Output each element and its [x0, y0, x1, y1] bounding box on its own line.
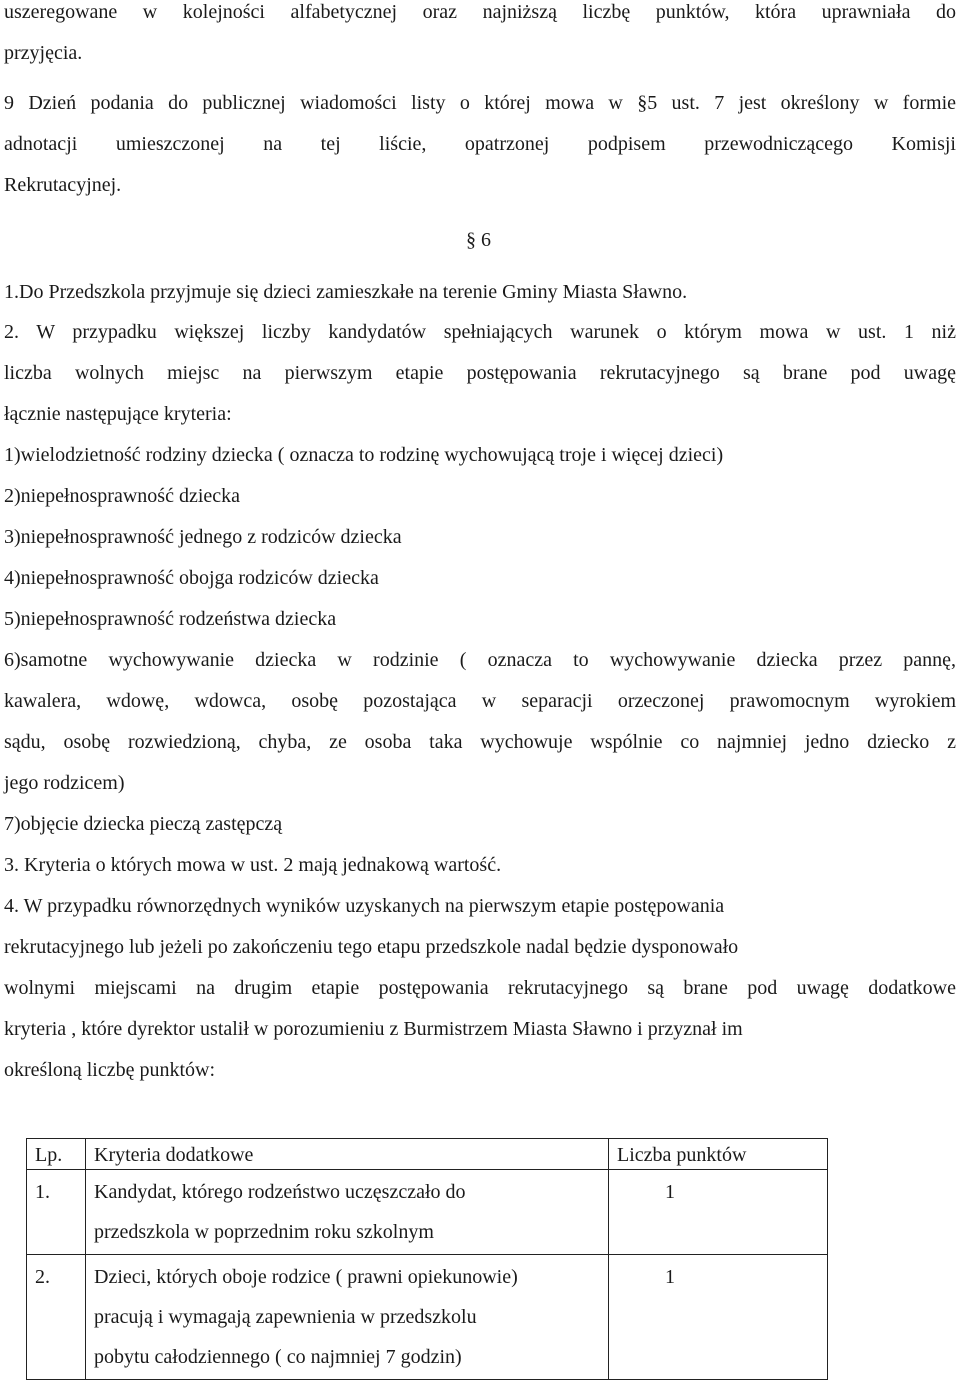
row-criteria-line: przedszkola w poprzednim roku szkolnym	[94, 1221, 434, 1243]
row-criteria	[86, 1170, 609, 1255]
row-criteria-line: pracują i wymagają zapewnienia w przedszkolu	[94, 1306, 477, 1328]
row-number: 2.	[27, 1255, 86, 1380]
header-cell-points: Liczba punktów	[609, 1139, 828, 1170]
criteria-item: 6)samotne wychowywanie dziecka w rodzinie ( oznacza to wychowywanie dziecka przez pannę,	[4, 649, 956, 671]
paragraph-line: 9 Dzień podania do publicznej wiadomości listy o której mowa w §5 ust. 7 jest określony w formie	[4, 92, 956, 114]
criteria-item: 3)niepełnosprawność jednego z rodziców dziecka	[4, 526, 402, 548]
row-criteria-line: Kandydat, którego rodzeństwo uczęszczało do	[94, 1181, 466, 1203]
table-row	[27, 1170, 828, 1255]
additional-criteria-table	[26, 1138, 828, 1380]
row-criteria-line: pobytu całodziennego ( co najmniej 7 godzin)	[94, 1346, 462, 1368]
section-item: określoną liczbę punktów:	[4, 1059, 216, 1081]
table-header-row	[27, 1139, 828, 1170]
section-item: liczba wolnych miejsc na pierwszym etapie postępowania rekrutacyjnego są brane pod uwagę	[4, 362, 956, 384]
section-item: 3. Kryteria o których mowa w ust. 2 mają jednakową wartość.	[4, 854, 502, 876]
paragraph-line: uszeregowane w kolejności alfabetycznej oraz najniższą liczbę punktów, która uprawniała do	[4, 1, 956, 23]
section-item: łącznie następujące kryteria:	[4, 403, 232, 425]
table-row	[27, 1255, 828, 1380]
header-cell-lp: Lp.	[27, 1139, 86, 1170]
paragraph-line: Rekrutacyjnej.	[4, 174, 122, 196]
criteria-item: sądu, osobę rozwiedzioną, chyba, ze osoba taka wychowuje wspólnie co najmniej jedno dziecko z	[4, 731, 956, 753]
criteria-item: 2)niepełnosprawność dziecka	[4, 485, 241, 507]
row-points: 1	[609, 1170, 828, 1255]
row-criteria	[86, 1255, 609, 1380]
criteria-item: kawalera, wdowę, wdowca, osobę pozostająca w separacji orzeczonej prawomocnym wyrokiem	[4, 690, 956, 712]
criteria-item: jego rodzicem)	[4, 772, 125, 794]
row-number: 1.	[27, 1170, 86, 1255]
paragraph-line: przyjęcia.	[4, 42, 83, 64]
section-item: 1.Do Przedszkola przyjmuje się dzieci zamieszkałe na terenie Gminy Miasta Sławno.	[4, 281, 688, 303]
row-criteria-line: Dzieci, których oboje rodzice ( prawni opiekunowie)	[94, 1266, 518, 1288]
header-cell-criteria: Kryteria dodatkowe	[86, 1139, 609, 1170]
section-item: 2. W przypadku większej liczby kandydatów spełniających warunek o którym mowa w ust. 1 niż	[4, 321, 956, 343]
section-item: rekrutacyjnego lub jeżeli po zakończeniu tego etapu przedszkole nadal będzie dysponowało	[4, 936, 739, 958]
section-item: wolnymi miejscami na drugim etapie postępowania rekrutacyjnego są brane pod uwagę dodatkowe	[4, 977, 956, 999]
row-points: 1	[609, 1255, 828, 1380]
paragraph-line: adnotacji umieszczonej na tej liście, opatrzonej podpisem przewodniczącego Komisji	[4, 133, 956, 155]
criteria-item: 7)objęcie dziecka pieczą zastępczą	[4, 813, 283, 835]
criteria-item: 1)wielodzietność rodziny dziecka ( oznacza to rodzinę wychowującą troje i więcej dzieci)	[4, 444, 724, 466]
criteria-item: 5)niepełnosprawność rodzeństwa dziecka	[4, 608, 337, 630]
section-heading: § 6	[466, 229, 491, 251]
criteria-item: 4)niepełnosprawność obojga rodziców dziecka	[4, 567, 379, 589]
section-item: kryteria , które dyrektor ustalił w porozumieniu z Burmistrzem Miasta Sławno i przyznał im	[4, 1018, 743, 1040]
section-item: 4. W przypadku równorzędnych wyników uzyskanych na pierwszym etapie postępowania	[4, 895, 725, 917]
